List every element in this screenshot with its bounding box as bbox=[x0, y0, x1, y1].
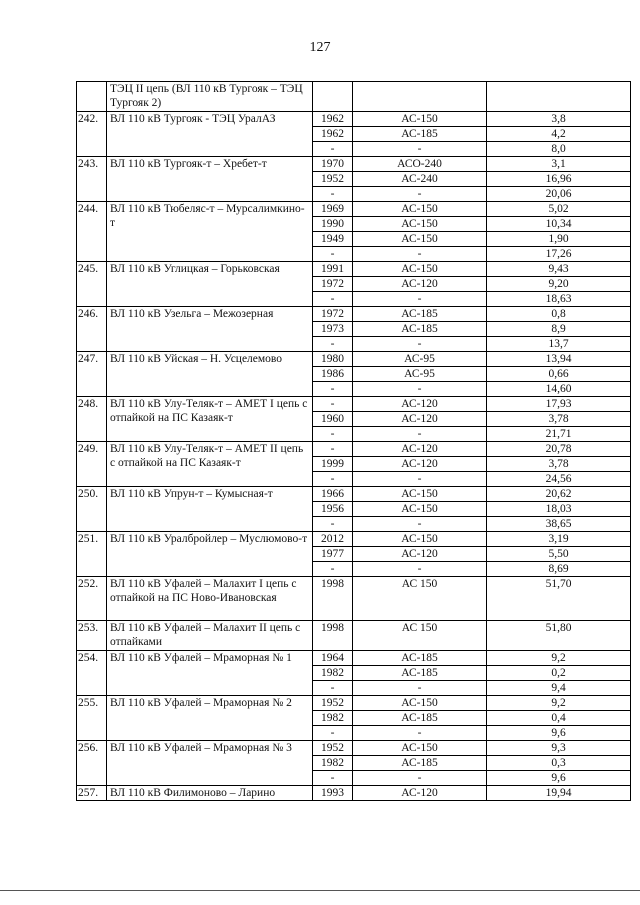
wire-type: АС-120 bbox=[353, 457, 487, 472]
wire-type bbox=[353, 82, 487, 112]
wire-type: АС-95 bbox=[353, 352, 487, 367]
commission-year: 1977 bbox=[313, 547, 353, 562]
commission-year: - bbox=[313, 382, 353, 397]
commission-year: 1973 bbox=[313, 322, 353, 337]
line-length: 3,19 bbox=[487, 532, 631, 547]
line-name: ВЛ 110 кВ Тургояк-т – Хребет-т bbox=[107, 157, 313, 202]
line-length: 9,43 bbox=[487, 262, 631, 277]
commission-year: 1962 bbox=[313, 127, 353, 142]
line-length: 16,96 bbox=[487, 172, 631, 187]
line-length: 0,8 bbox=[487, 307, 631, 322]
line-length: 8,9 bbox=[487, 322, 631, 337]
line-length: 3,78 bbox=[487, 457, 631, 472]
line-length: 20,78 bbox=[487, 442, 631, 457]
line-name: ТЭЦ II цепь (ВЛ 110 кВ Тургояк – ТЭЦ Тургояк 2) bbox=[107, 82, 313, 112]
wire-type: АС-150 bbox=[353, 696, 487, 711]
wire-type: АС-95 bbox=[353, 367, 487, 382]
commission-year: - bbox=[313, 292, 353, 307]
row-number: 244. bbox=[77, 202, 107, 262]
wire-type: АС-185 bbox=[353, 651, 487, 666]
wire-type: АС-150 bbox=[353, 741, 487, 756]
wire-type: - bbox=[353, 337, 487, 352]
line-name: ВЛ 110 кВ Уйская – Н. Усцелемово bbox=[107, 352, 313, 397]
line-name: ВЛ 110 кВ Уфалей – Мраморная № 3 bbox=[107, 741, 313, 786]
line-name: ВЛ 110 кВ Уралбройлер – Муслюмово-т bbox=[107, 532, 313, 577]
commission-year: - bbox=[313, 472, 353, 487]
wire-type: - bbox=[353, 681, 487, 696]
line-length: 14,60 bbox=[487, 382, 631, 397]
wire-type: АС-120 bbox=[353, 786, 487, 801]
line-length: 5,02 bbox=[487, 202, 631, 217]
wire-type: - bbox=[353, 517, 487, 532]
commission-year: 1952 bbox=[313, 696, 353, 711]
table-row bbox=[77, 786, 631, 801]
wire-type: АС-185 bbox=[353, 307, 487, 322]
wire-type: АС-240 bbox=[353, 172, 487, 187]
commission-year: 1964 bbox=[313, 651, 353, 666]
commission-year: - bbox=[313, 397, 353, 412]
row-number: 256. bbox=[77, 741, 107, 786]
commission-year: 1966 bbox=[313, 487, 353, 502]
commission-year: 1982 bbox=[313, 756, 353, 771]
wire-type: - bbox=[353, 187, 487, 202]
line-name: ВЛ 110 кВ Упрун-т – Кумысная-т bbox=[107, 487, 313, 532]
line-length: 18,63 bbox=[487, 292, 631, 307]
wire-type: АС-120 bbox=[353, 397, 487, 412]
wire-type: - bbox=[353, 142, 487, 157]
row-number: 250. bbox=[77, 487, 107, 532]
wire-type: АС-120 bbox=[353, 547, 487, 562]
line-length: 51,80 bbox=[487, 621, 631, 651]
line-length: 9,2 bbox=[487, 696, 631, 711]
line-length: 51,70 bbox=[487, 577, 631, 621]
line-name: ВЛ 110 кВ Углицкая – Горьковская bbox=[107, 262, 313, 307]
commission-year: 1986 bbox=[313, 367, 353, 382]
line-length: 3,1 bbox=[487, 157, 631, 172]
line-length: 5,50 bbox=[487, 547, 631, 562]
table-row bbox=[77, 696, 631, 711]
commission-year: 1956 bbox=[313, 502, 353, 517]
table-row bbox=[77, 352, 631, 367]
line-length: 20,62 bbox=[487, 487, 631, 502]
wire-type: АС-150 bbox=[353, 217, 487, 232]
row-number: 242. bbox=[77, 112, 107, 157]
commission-year: 1949 bbox=[313, 232, 353, 247]
line-length: 17,26 bbox=[487, 247, 631, 262]
line-length: 9,2 bbox=[487, 651, 631, 666]
line-length: 8,69 bbox=[487, 562, 631, 577]
row-number: 257. bbox=[77, 786, 107, 801]
table-row bbox=[77, 157, 631, 172]
commission-year: - bbox=[313, 681, 353, 696]
row-number: 254. bbox=[77, 651, 107, 696]
commission-year: 1952 bbox=[313, 741, 353, 756]
commission-year: - bbox=[313, 247, 353, 262]
wire-type: АС-150 bbox=[353, 232, 487, 247]
commission-year: 1982 bbox=[313, 666, 353, 681]
table-row bbox=[77, 651, 631, 666]
commission-year bbox=[313, 82, 353, 112]
wire-type: - bbox=[353, 382, 487, 397]
commission-year: - bbox=[313, 187, 353, 202]
table-row bbox=[77, 112, 631, 127]
wire-type: АС 150 bbox=[353, 577, 487, 621]
commission-year: 1972 bbox=[313, 277, 353, 292]
table-row bbox=[77, 577, 631, 621]
line-name: ВЛ 110 кВ Филимоново – Ларино bbox=[107, 786, 313, 801]
commission-year: 1980 bbox=[313, 352, 353, 367]
row-number: 246. bbox=[77, 307, 107, 352]
table-row bbox=[77, 487, 631, 502]
wire-type: АС-150 bbox=[353, 202, 487, 217]
table-body bbox=[77, 82, 631, 801]
wire-type: - bbox=[353, 562, 487, 577]
wire-type: АС-185 bbox=[353, 756, 487, 771]
line-length: 18,03 bbox=[487, 502, 631, 517]
power-lines-table bbox=[76, 81, 631, 801]
commission-year: 1970 bbox=[313, 157, 353, 172]
table-row bbox=[77, 202, 631, 217]
wire-type: - bbox=[353, 247, 487, 262]
line-length: 0,2 bbox=[487, 666, 631, 681]
table-row bbox=[77, 621, 631, 651]
line-name: ВЛ 110 кВ Тургояк - ТЭЦ УралАЗ bbox=[107, 112, 313, 157]
wire-type: АС-120 bbox=[353, 442, 487, 457]
page-bottom-rule bbox=[0, 890, 640, 891]
wire-type: - bbox=[353, 427, 487, 442]
line-name: ВЛ 110 кВ Узельга – Межозерная bbox=[107, 307, 313, 352]
commission-year: 1998 bbox=[313, 577, 353, 621]
row-number: 252. bbox=[77, 577, 107, 621]
wire-type: АС-185 bbox=[353, 666, 487, 681]
row-number bbox=[77, 82, 107, 112]
wire-type: АС-120 bbox=[353, 277, 487, 292]
line-length: 1,90 bbox=[487, 232, 631, 247]
commission-year: 1998 bbox=[313, 621, 353, 651]
commission-year: - bbox=[313, 442, 353, 457]
row-number: 243. bbox=[77, 157, 107, 202]
line-length: 21,71 bbox=[487, 427, 631, 442]
line-length: 0,4 bbox=[487, 711, 631, 726]
line-length: 0,66 bbox=[487, 367, 631, 382]
line-length: 9,20 bbox=[487, 277, 631, 292]
wire-type: - bbox=[353, 771, 487, 786]
line-length: 9,6 bbox=[487, 726, 631, 741]
wire-type: АС-150 bbox=[353, 502, 487, 517]
row-number: 251. bbox=[77, 532, 107, 577]
line-length: 10,34 bbox=[487, 217, 631, 232]
page-number: 127 bbox=[309, 40, 331, 55]
wire-type: АС-185 bbox=[353, 322, 487, 337]
row-number: 255. bbox=[77, 696, 107, 741]
commission-year: 1972 bbox=[313, 307, 353, 322]
table-row bbox=[77, 82, 631, 112]
commission-year: - bbox=[313, 517, 353, 532]
row-number: 249. bbox=[77, 442, 107, 487]
commission-year: - bbox=[313, 142, 353, 157]
table-row bbox=[77, 307, 631, 322]
line-length: 17,93 bbox=[487, 397, 631, 412]
commission-year: 2012 bbox=[313, 532, 353, 547]
table-row bbox=[77, 741, 631, 756]
line-name: ВЛ 110 кВ Улу-Теляк-т – АМЕТ I цепь с отпайкой на ПС Казаяк-т bbox=[107, 397, 313, 442]
line-length: 20,06 bbox=[487, 187, 631, 202]
row-number: 245. bbox=[77, 262, 107, 307]
commission-year: - bbox=[313, 726, 353, 741]
line-length: 13,7 bbox=[487, 337, 631, 352]
commission-year: 1990 bbox=[313, 217, 353, 232]
wire-type: АС 150 bbox=[353, 621, 487, 651]
line-length: 13,94 bbox=[487, 352, 631, 367]
row-number: 253. bbox=[77, 621, 107, 651]
table-row bbox=[77, 442, 631, 457]
commission-year: - bbox=[313, 562, 353, 577]
line-length: 9,6 bbox=[487, 771, 631, 786]
commission-year: 1952 bbox=[313, 172, 353, 187]
line-name: ВЛ 110 кВ Уфалей – Мраморная № 2 bbox=[107, 696, 313, 741]
line-length: 19,94 bbox=[487, 786, 631, 801]
line-name: ВЛ 110 кВ Уфалей – Малахит II цепь с отпайками bbox=[107, 621, 313, 651]
line-length: 0,3 bbox=[487, 756, 631, 771]
wire-type: АСО-240 bbox=[353, 157, 487, 172]
wire-type: - bbox=[353, 726, 487, 741]
wire-type: АС-185 bbox=[353, 711, 487, 726]
line-name: ВЛ 110 кВ Уфалей – Малахит I цепь с отпайкой на ПС Ново-Ивановская bbox=[107, 577, 313, 621]
line-name: ВЛ 110 кВ Тюбеляс-т – Мурсалимкино-т bbox=[107, 202, 313, 262]
table-row bbox=[77, 397, 631, 412]
wire-type: - bbox=[353, 472, 487, 487]
wire-type: - bbox=[353, 292, 487, 307]
commission-year: - bbox=[313, 771, 353, 786]
line-length bbox=[487, 82, 631, 112]
line-length: 8,0 bbox=[487, 142, 631, 157]
line-length: 9,4 bbox=[487, 681, 631, 696]
line-length: 24,56 bbox=[487, 472, 631, 487]
commission-year: 1999 bbox=[313, 457, 353, 472]
wire-type: АС-185 bbox=[353, 127, 487, 142]
commission-year: 1969 bbox=[313, 202, 353, 217]
commission-year: 1991 bbox=[313, 262, 353, 277]
line-length: 38,65 bbox=[487, 517, 631, 532]
line-length: 3,8 bbox=[487, 112, 631, 127]
wire-type: АС-150 bbox=[353, 262, 487, 277]
wire-type: АС-120 bbox=[353, 412, 487, 427]
commission-year: 1982 bbox=[313, 711, 353, 726]
line-name: ВЛ 110 кВ Улу-Теляк-т – АМЕТ II цепь с отпайкой на ПС Казаяк-т bbox=[107, 442, 313, 487]
line-length: 4,2 bbox=[487, 127, 631, 142]
commission-year: - bbox=[313, 427, 353, 442]
commission-year: 1962 bbox=[313, 112, 353, 127]
wire-type: АС-150 bbox=[353, 487, 487, 502]
table-row bbox=[77, 262, 631, 277]
commission-year: - bbox=[313, 337, 353, 352]
commission-year: 1993 bbox=[313, 786, 353, 801]
line-name: ВЛ 110 кВ Уфалей – Мраморная № 1 bbox=[107, 651, 313, 696]
line-length: 3,78 bbox=[487, 412, 631, 427]
wire-type: АС-150 bbox=[353, 112, 487, 127]
row-number: 248. bbox=[77, 397, 107, 442]
wire-type: АС-150 bbox=[353, 532, 487, 547]
table-row bbox=[77, 532, 631, 547]
row-number: 247. bbox=[77, 352, 107, 397]
commission-year: 1960 bbox=[313, 412, 353, 427]
line-length: 9,3 bbox=[487, 741, 631, 756]
